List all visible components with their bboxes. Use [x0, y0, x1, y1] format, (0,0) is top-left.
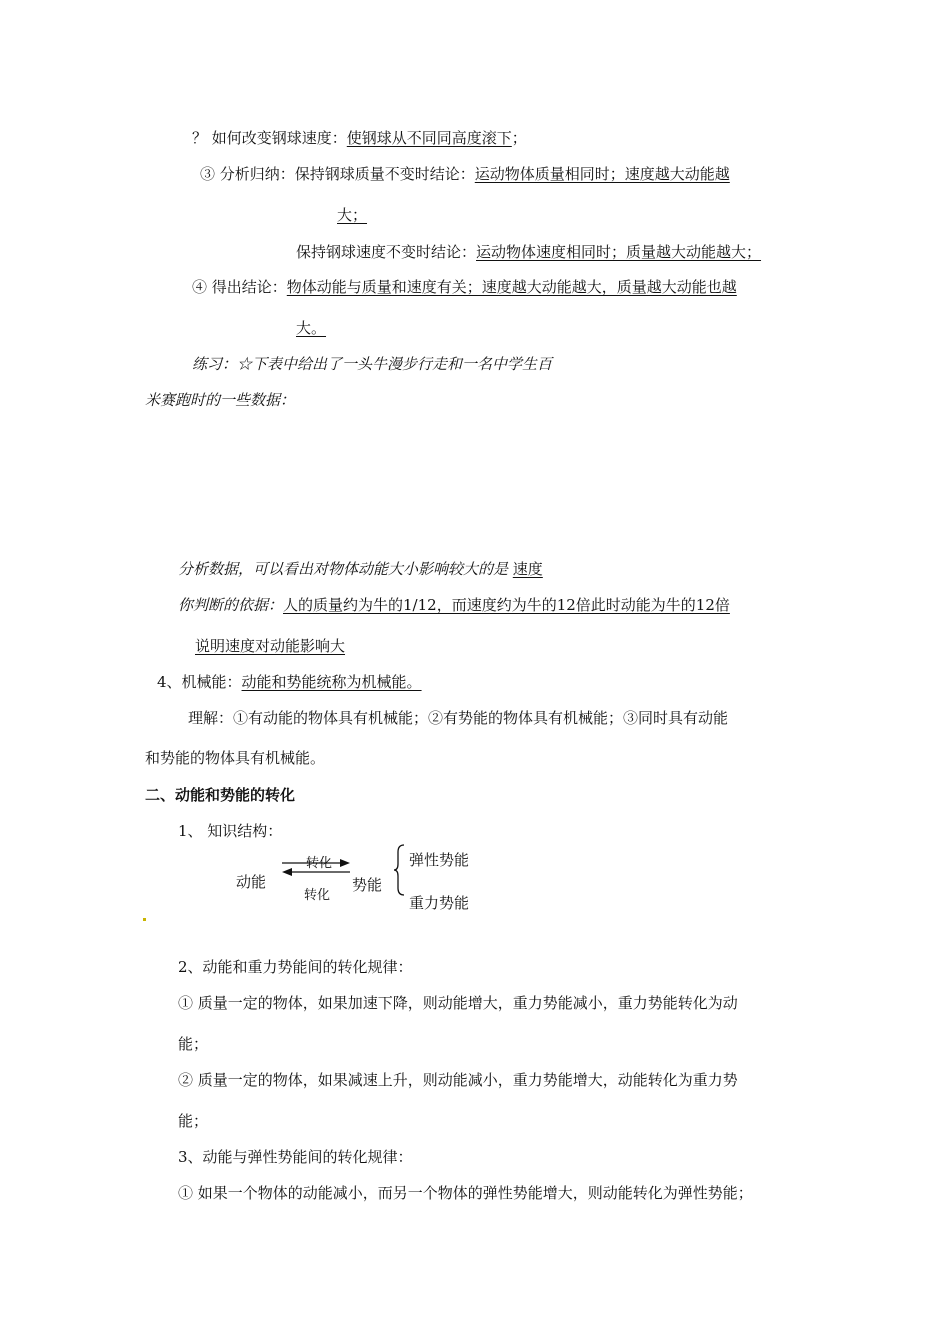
line-gravity-rule-2-cont: 能；	[178, 1112, 209, 1130]
line-elastic-rule-1: ① 如果一个物体的动能减小，而另一个物体的弹性势能增大，则动能转化为弹性势能；	[178, 1184, 753, 1202]
bottom-arrow-label: 转化	[304, 888, 331, 903]
fill-answer: 物体动能与质量和速度有关；速度越大动能越大，质量越大动能也越	[286, 278, 737, 296]
line-gravity-rule-1: ① 质量一定的物体，如果加速下降，则动能增大，重力势能减小，重力势能转化为动	[178, 994, 738, 1012]
fill-answer: 运动物体速度相同时；质量越大动能越大；	[476, 243, 762, 261]
line-exercise: 练习：☆下表中给出了一头牛漫步行走和一名中学生百	[192, 355, 553, 373]
line-prefix: 分析数据，可以看出对物体动能大小影响较大的是	[178, 560, 509, 578]
line-change-speed	[192, 128, 527, 148]
line-suffix: ；	[511, 129, 527, 147]
brace-icon	[393, 844, 407, 896]
line-prefix: ？ 如何改变钢球速度：	[192, 129, 347, 147]
left-arrowhead-icon	[282, 868, 292, 876]
top-arrow-label: 转化	[306, 856, 333, 871]
fill-answer: 人的质量约为牛的1/12，而速度约为牛的12倍此时动能为牛的12倍	[283, 596, 730, 614]
line-basis-cont: 说明速度对动能影响大	[195, 637, 346, 655]
line-understanding: 理解：①有动能的物体具有机械能；②有势能的物体具有机械能；③同时具有动能	[188, 709, 729, 727]
section-heading: 二、动能和势能的转化	[145, 786, 296, 804]
line-gravity-rule-1-cont: 能；	[178, 1035, 209, 1053]
gravitational-potential-label: 重力势能	[409, 894, 470, 912]
conversion-diagram	[230, 842, 490, 917]
line-prefix: 保持钢球速度不变时结论：	[296, 243, 477, 261]
line-understanding-cont: 和势能的物体具有机械能。	[145, 749, 326, 767]
potential-energy-label: 势能	[352, 876, 383, 894]
fill-answer: 使钢球从不同同高度滚下	[346, 129, 512, 147]
line-prefix: ③ 分析归纳：保持钢球质量不变时结论：	[200, 165, 475, 183]
elastic-potential-label: 弹性势能	[409, 851, 470, 869]
right-arrowhead-icon	[340, 859, 350, 867]
line-elastic-rule-title: 3、动能与弹性势能间的转化规律：	[178, 1148, 413, 1166]
stray-mark	[143, 918, 146, 921]
line-knowledge-structure: 1、 知识结构：	[178, 822, 283, 840]
line-analyze-data	[178, 559, 543, 579]
kinetic-energy-label: 动能	[236, 873, 267, 891]
fill-answer: 运动物体质量相同时；速度越大动能越	[474, 165, 730, 183]
line-analysis-speed	[296, 242, 761, 262]
line-gravity-rule-2: ② 质量一定的物体，如果减速上升，则动能减小，重力势能增大，动能转化为重力势	[178, 1071, 738, 1089]
line-exercise-cont: 米赛跑时的一些数据：	[145, 391, 296, 409]
line-mechanical-energy	[157, 672, 422, 692]
fill-answer: 速度	[512, 560, 543, 578]
line-prefix: 4、机械能：	[157, 673, 242, 691]
line-gravity-rule-title: 2、动能和重力势能间的转化规律：	[178, 958, 413, 976]
line-prefix: ④ 得出结论：	[192, 278, 287, 296]
line-prefix: 你判断的依据：	[178, 596, 284, 614]
fill-answer: 动能和势能统称为机械能。	[241, 673, 422, 691]
line-conclusion	[192, 277, 737, 297]
line-analysis-mass-cont: 大；	[337, 206, 368, 224]
line-analysis-mass	[200, 164, 730, 184]
line-conclusion-cont: 大。	[296, 319, 327, 337]
line-basis	[178, 595, 730, 615]
